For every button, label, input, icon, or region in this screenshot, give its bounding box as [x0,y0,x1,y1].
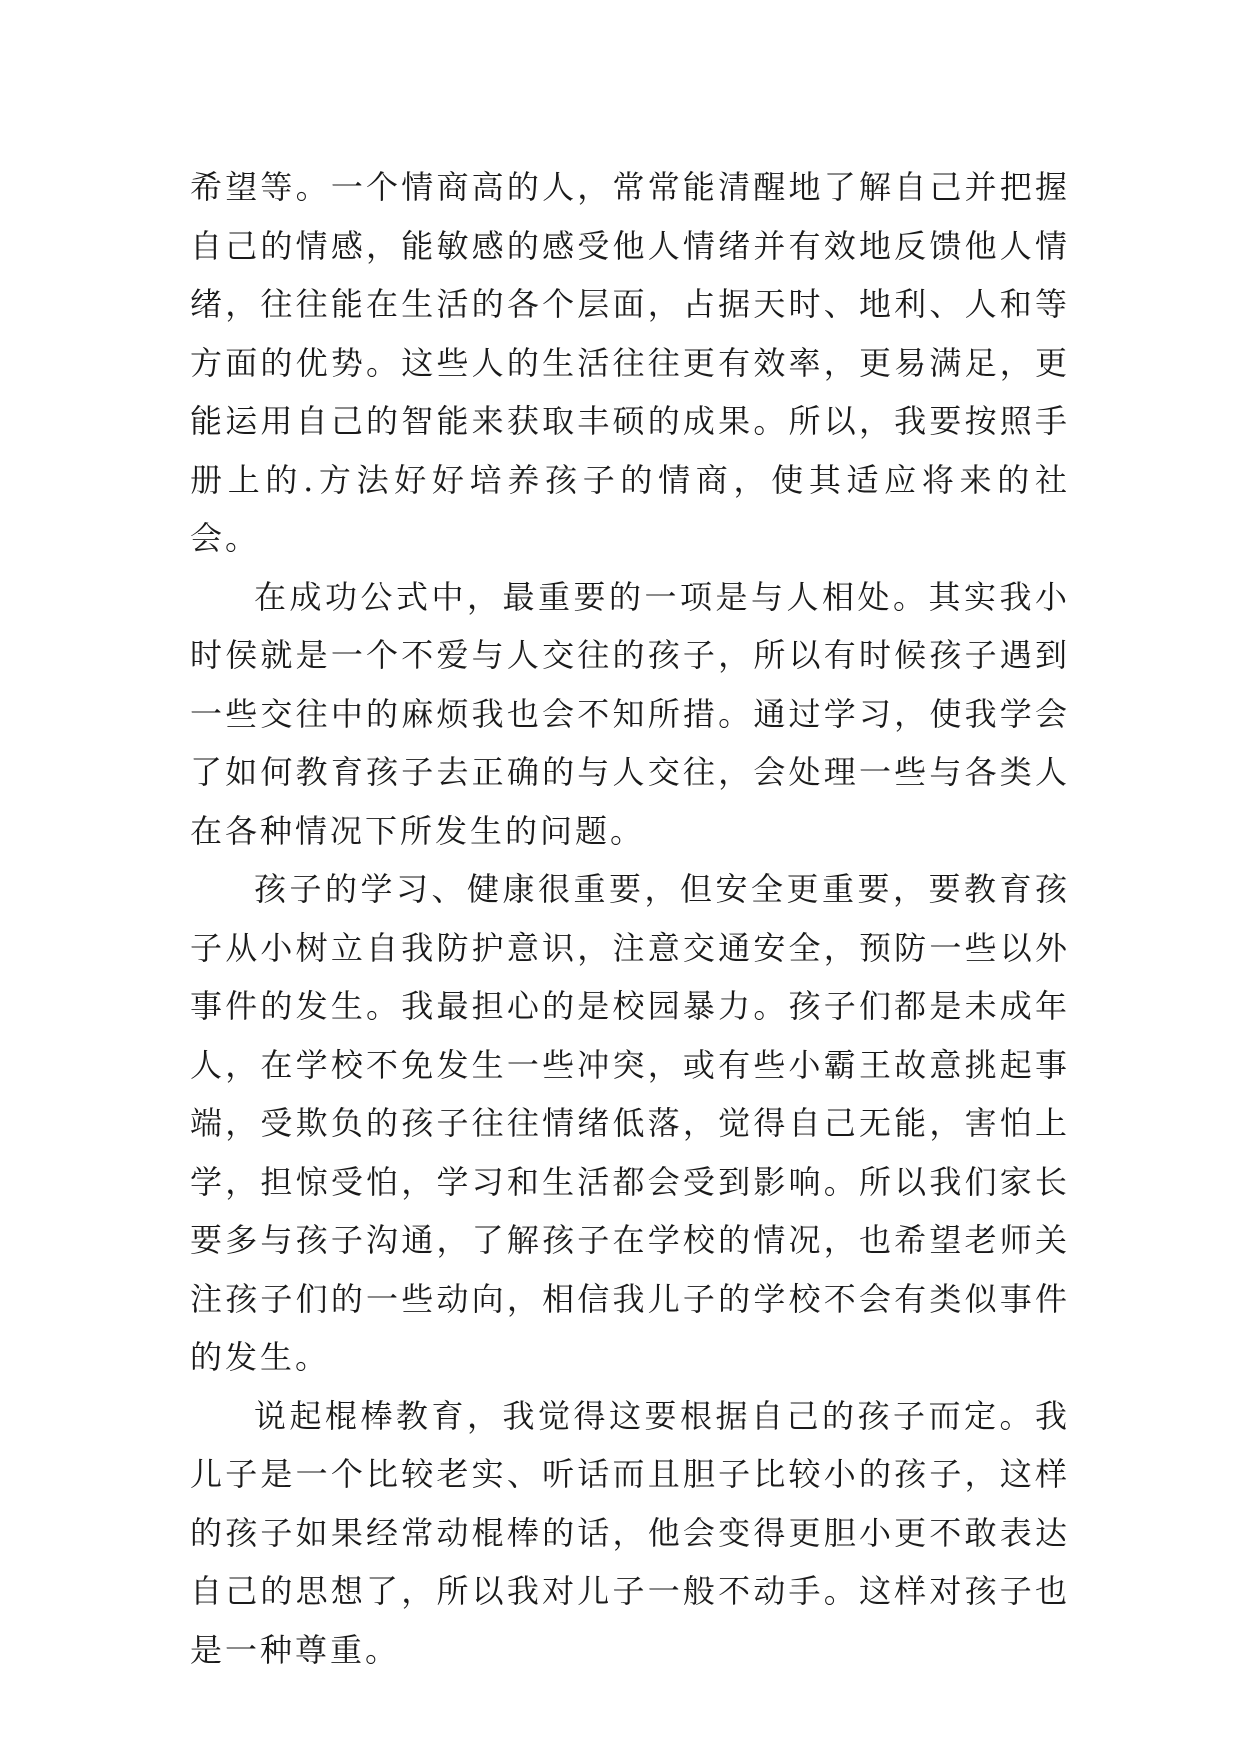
paragraph-3: 孩子的学习、健康很重要，但安全更重要，要教育孩子从小树立自我防护意识，注意交通安全，预防一些以外事件的发生。我最担心的是校园暴力。孩子们都是未成年人，在学校不免发生一些冲突，或有些小霸王故意挑起事端，受欺负的孩子往往情绪低落，觉得自己无能，害怕上学，担惊受怕，学习和生活都会受到影响。所以我们家长要多与孩子沟通，了解孩子在学校的情况，也希望老师关注孩子们的一些动向，相信我儿子的学校不会有类似事件的发生。 [190,870,1070,1376]
paragraph-4: 说起棍棒教育，我觉得这要根据自己的孩子而定。我儿子是一个比较老实、听话而且胆子比较小的孩子，这样的孩子如果经常动棍棒的话，他会变得更胆小更不敢表达自己的思想了，所以我对儿子一般不动手。这样对孩子也是一种尊重。 [190,1396,1070,1669]
paragraph-2: 在成功公式中，最重要的一项是与人相处。其实我小时侯就是一个不爱与人交往的孩子，所以有时候孩子遇到一些交往中的麻烦我也会不知所措。通过学习，使我学会了如何教育孩子去正确的与人交往，会处理一些与各类人在各种情况下所发生的问题。 [190,577,1070,850]
body-text [190,158,1070,1679]
paragraph-1: 希望等。一个情商高的人，常常能清醒地了解自己并把握自己的情感，能敏感的感受他人情绪并有效地反馈他人情绪，往往能在生活的各个层面，占据天时、地利、人和等方面的优势。这些人的生活往往更有效率，更易满足，更能运用自己的智能来获取丰硕的成果。所以，我要按照手册上的.方法好好培养孩子的情商，使其适应将来的社会。 [190,168,1070,557]
